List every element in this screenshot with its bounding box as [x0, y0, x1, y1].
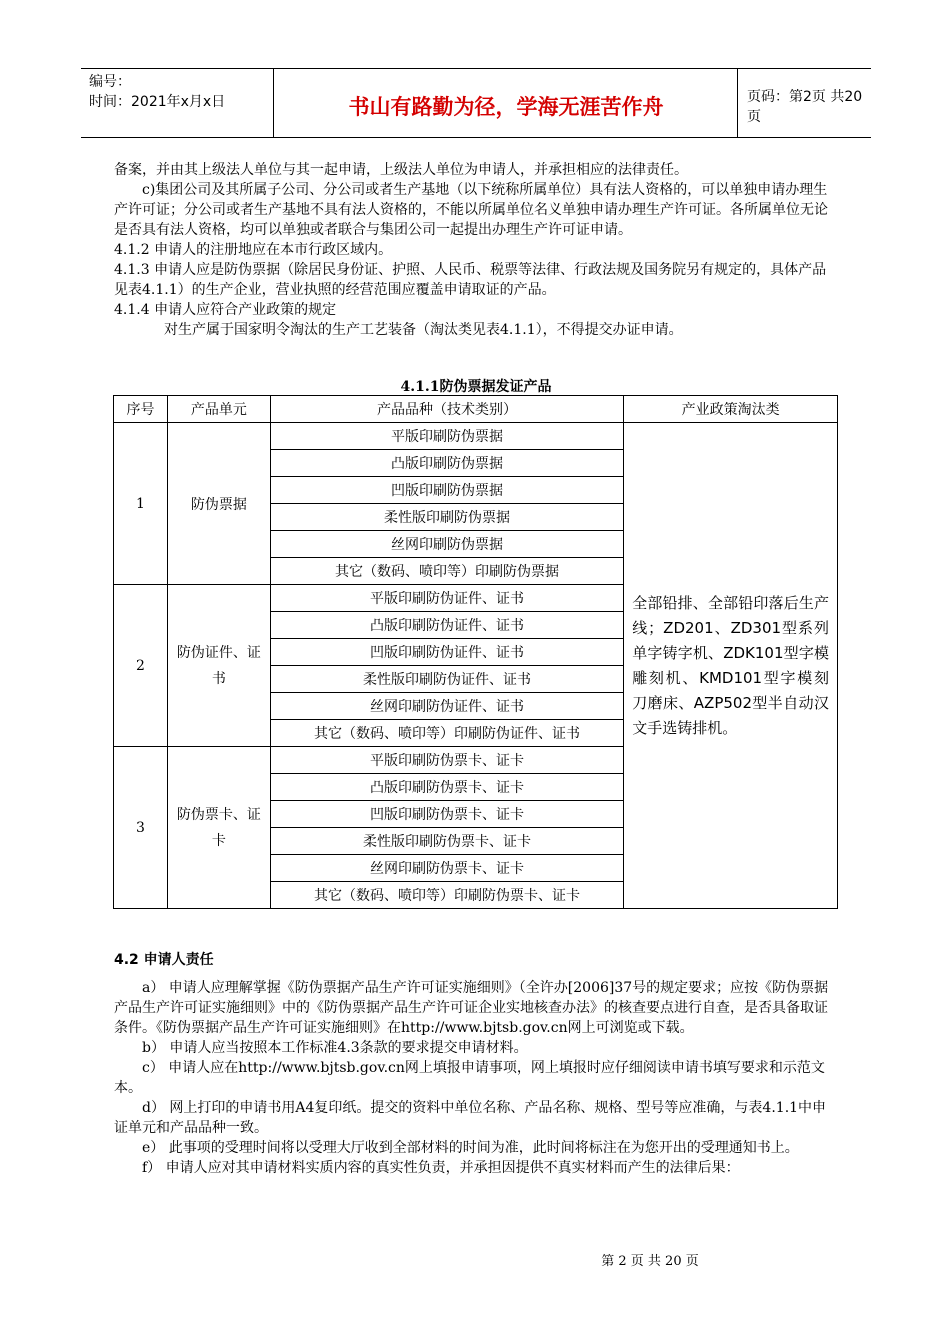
- product-unit: 防伪证件、证书: [167, 585, 270, 747]
- row-number: 2: [114, 585, 168, 747]
- clause-4-1-2: 4.1.2 申请人的注册地应在本市行政区域内。: [114, 242, 393, 258]
- body-paragraph: a） 申请人应理解掌握《防伪票据产品生产许可证实施细则》（全许办[2006]37号的规定要求；应按《防伪票据产品生产许可证实施细则》中的《防伪票据产品生产许可证企业实地核查办法》的核查要点进行自查，是否具备取证条件。《防伪票据产品生产许可证实施细则》在http://www.bjtsb.gov.cn网上可浏览或下载。: [114, 980, 829, 1036]
- body-top: [114, 160, 838, 340]
- product-variety: 平版印刷防伪票卡、证卡: [270, 747, 623, 774]
- body-paragraph: b） 申请人应当按照本工作标准4.3条款的要求提交申请材料。: [142, 1040, 528, 1056]
- product-variety: 柔性版印刷防伪票据: [270, 504, 623, 531]
- product-variety: 丝网印刷防伪证件、证书: [270, 693, 623, 720]
- body-paragraph: d） 网上打印的申请书用A4复印纸。提交的资料中单位名称、产品名称、规格、型号等应准确，与表4.1.1中申证单元和产品品种一致。: [114, 1100, 827, 1136]
- body-paragraph: 备案，并由其上级法人单位与其一起申请，上级法人单位为申请人，并承担相应的法律责任。: [114, 162, 688, 178]
- body-paragraph: e） 此事项的受理时间将以受理大厅收到全部材料的时间为准，此时间将标注在为您开出的受理通知书上。: [142, 1140, 799, 1156]
- body-paragraph: c)集团公司及其所属子公司、分公司或者生产基地（以下统称所属单位）具有法人资格的，可以单独申请办理生产许可证；分公司或者生产基地不具有法人资格的，不能以所属单位名义单独申请办理生产许可证。各所属单位无论是否具有法人资格，均可以单独或者联合与集团公司一起提出办理生产许可证申请。: [114, 182, 828, 238]
- product-variety: 凸版印刷防伪证件、证书: [270, 612, 623, 639]
- product-variety: 凹版印刷防伪票据: [270, 477, 623, 504]
- row-number: 3: [114, 747, 168, 909]
- product-variety: 平版印刷防伪票据: [270, 423, 623, 450]
- table-title: 4.1.1防伪票据发证产品: [400, 379, 552, 395]
- product-variety: 其它（数码、喷印等）印刷防伪证件、证书: [270, 720, 623, 747]
- clause-4-1-4: 4.1.4 申请人应符合产业政策的规定: [114, 302, 337, 318]
- product-variety: 其它（数码、喷印等）印刷防伪票卡、证卡: [270, 882, 623, 909]
- col-header-unit: 产品单元: [167, 396, 270, 423]
- section-heading: 4.2 申请人责任: [114, 952, 214, 968]
- body-paragraph: c） 申请人应在http://www.bjtsb.gov.cn网上填报申请事项，网上填报时应仔细阅读申请书填写要求和示范文本。: [114, 1060, 825, 1096]
- product-variety: 其它（数码、喷印等）印刷防伪票据: [270, 558, 623, 585]
- table-header-row: [114, 396, 838, 423]
- header-left: [81, 69, 274, 137]
- product-variety: 丝网印刷防伪票据: [270, 531, 623, 558]
- row-number: 1: [114, 423, 168, 585]
- product-variety: 柔性版印刷防伪票卡、证卡: [270, 828, 623, 855]
- policy-cell: 全部铅排、全部铅印落后生产线；ZD201、ZD301型系列单字铸字机、ZDK101型字模雕刻机、KMD101型字模刻刀磨床、AZP502型半自动汉文手选铸排机。: [624, 423, 838, 909]
- product-unit: 防伪票据: [167, 423, 270, 585]
- product-unit: 防伪票卡、证卡: [167, 747, 270, 909]
- header-page-label: 页码：第2页 共20页: [747, 89, 863, 125]
- section-4-2: [114, 950, 838, 1178]
- product-variety: 凸版印刷防伪票卡、证卡: [270, 774, 623, 801]
- product-variety: 凹版印刷防伪证件、证书: [270, 639, 623, 666]
- doc-date-label: 时间：2021年x月x日: [89, 94, 226, 110]
- table-row: [114, 423, 838, 450]
- page-footer: 第 2 页 共 20 页: [601, 1254, 699, 1269]
- product-variety: 平版印刷防伪证件、证书: [270, 585, 623, 612]
- body-paragraph: f） 申请人应对其申请材料实质内容的真实性负责，并承担因提供不真实材料而产生的法律后果：: [142, 1160, 740, 1176]
- product-variety: 丝网印刷防伪票卡、证卡: [270, 855, 623, 882]
- page-header: [81, 68, 871, 138]
- clause-4-1-3: 4.1.3 申请人应是防伪票据（除居民身份证、护照、人民币、税票等法律、行政法规及国务院另有规定的，具体产品见表4.1.1）的生产企业，营业执照的经营范围应覆盖申请取证的产品。: [114, 262, 827, 298]
- product-variety: 柔性版印刷防伪证件、证书: [270, 666, 623, 693]
- product-table: [113, 395, 838, 909]
- doc-number-label: 编号：: [89, 74, 131, 90]
- col-header-variety: 产品品种（技术类别）: [270, 396, 623, 423]
- col-header-no: 序号: [114, 396, 168, 423]
- col-header-policy: 产业政策淘汰类: [624, 396, 838, 423]
- product-variety: 凸版印刷防伪票据: [270, 450, 623, 477]
- product-variety: 凹版印刷防伪票卡、证卡: [270, 801, 623, 828]
- body-paragraph: 对生产属于国家明令淘汰的生产工艺装备（淘汰类见表4.1.1），不得提交办证申请。: [164, 322, 683, 338]
- header-motto: 书山有路勤为径，学海无涯苦作舟: [275, 69, 738, 137]
